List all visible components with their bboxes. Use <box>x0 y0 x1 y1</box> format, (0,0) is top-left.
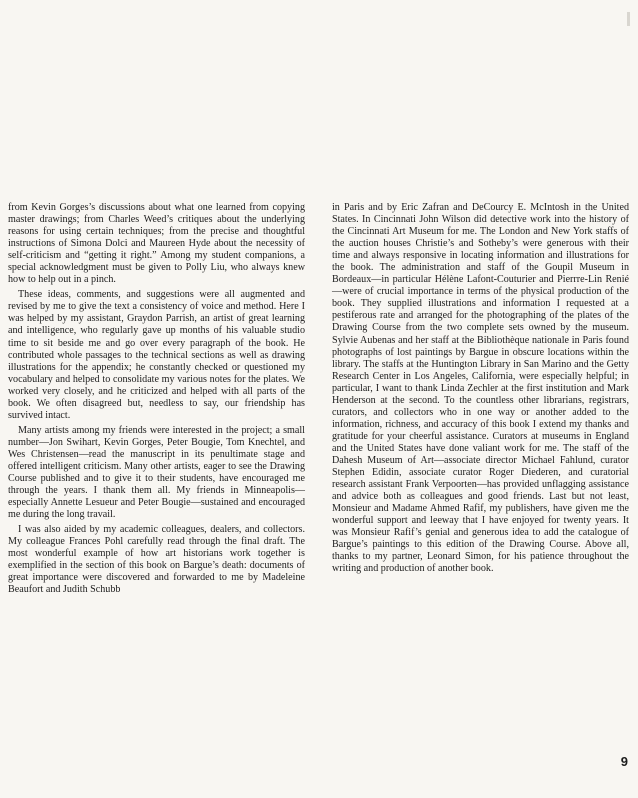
paragraph: from Kevin Gorges’s discussions about what one learned from copying master drawings; from Charles Weed’s critiques about the underlying reasons for using certain techniques; from the precise and thoughtful instructions of Simona Dolci and Maureen Hyde about the necessity of self-criticism and “getting it right.” Among my student companions, a special acknowledgment must be given to Polly Liu, who always knew how to help out in a pinch. <box>8 202 305 286</box>
scan-mark <box>627 12 630 26</box>
left-text-column <box>8 202 305 600</box>
paragraph: I was also aided by my academic colleagues, dealers, and collectors. My colleague Frances Pohl carefully read through the final draft. The most wonderful example of how art historians work together is exemplified in the section of this book on Bargue’s death: documents of great importance were discovered and forwarded to me by Madeleine Beaufort and Judith Schubb <box>8 524 305 596</box>
page-number: 9 <box>620 754 628 769</box>
paragraph: These ideas, comments, and suggestions were all augmented and revised by me to give the text a consistency of voice and method. Here I was helped by my assistant, Graydon Parrish, an artist of great learning and intelligence, who regularly gave up months of his valuable studio time to sit beside me and go over every paragraph of the book. He contributed whole passages to the technical sections as well as drawing illustrations for the appendix; he constantly checked or questioned my vocabulary and helped to consolidate my various notes for the plates. We worked very closely, and he criticized and helped with all parts of the book. We often disagreed but, needless to say, our friendship has survived intact. <box>8 289 305 421</box>
right-text-column <box>332 202 629 578</box>
paragraph: in Paris and by Eric Zafran and DeCourcy E. McIntosh in the United States. In Cincinnati John Wilson did detective work into the history of the Cincinnati Art Museum for me. The London and New York staffs of the auction houses Christie’s and Sotheby’s were generous with their time and always responsive in locating information and illustrations for the book. The administration and staff of the Goupil Museum in Bordeaux—in particular Hélène Lafont-Couturier and Pierrre-Lin Renié—were of crucial importance in terms of the physical production of the book. They supplied illustrations and information I requested at a pestiferous rate and arranged for the photographing of the plates of the Drawing Course from the two complete sets owned by the museum. Sylvie Aubenas and her staff at the Bibliothèque nationale in Paris found photographs of lost paintings by Bargue in obscure locations within the library. The staffs at the Huntington Library in San Marino and the Getty Research Center in Los Angeles, California, were especially helpful; in particular, I want to thank Linda Zechler at the first institution and Mark Henderson at the second. To the countless other librarians, registrars, curators, and collectors who in one way or another added to the information, richness, and accuracy of this book I extend my thanks and gratitude for your cheerful assistance. Curators at museums in England and the United States have done valiant work for me. The staff of the Dahesh Museum of Art—associate director Michael Fahlund, curator Stephen Edidin, associate curator Roger Diederen, and curatorial research assistant Frank Verpoorten—has provided unflagging assistance and advice both as colleagues and good friends. Last but not least, Monsieur and Madame Ahmed Rafif, my publishers, have given me the wonderful support and leeway that I have enjoyed for twenty years. It was Monsieur Rafif’s genial and generous idea to add the catalogue of Bargue’s paintings to this edition of the Drawing Course. Above all, thanks to my partner, Leonard Simon, for his patience throughout the writing and production of another book. <box>332 202 629 575</box>
paragraph: Many artists among my friends were interested in the project; a small number—Jon Swihart, Kevin Gorges, Peter Bougie, Tom Knechtel, and Wes Christensen—read the manuscript in its penultimate stage and offered intelligent criticism. Many other artists, eager to see the Drawing Course published and to give it to their students, have encouraged me through the years. I thank them all. My friends in Minneapolis—especially Annette Lesueur and Peter Bougie—sustained and encouraged me during the long travail. <box>8 424 305 521</box>
